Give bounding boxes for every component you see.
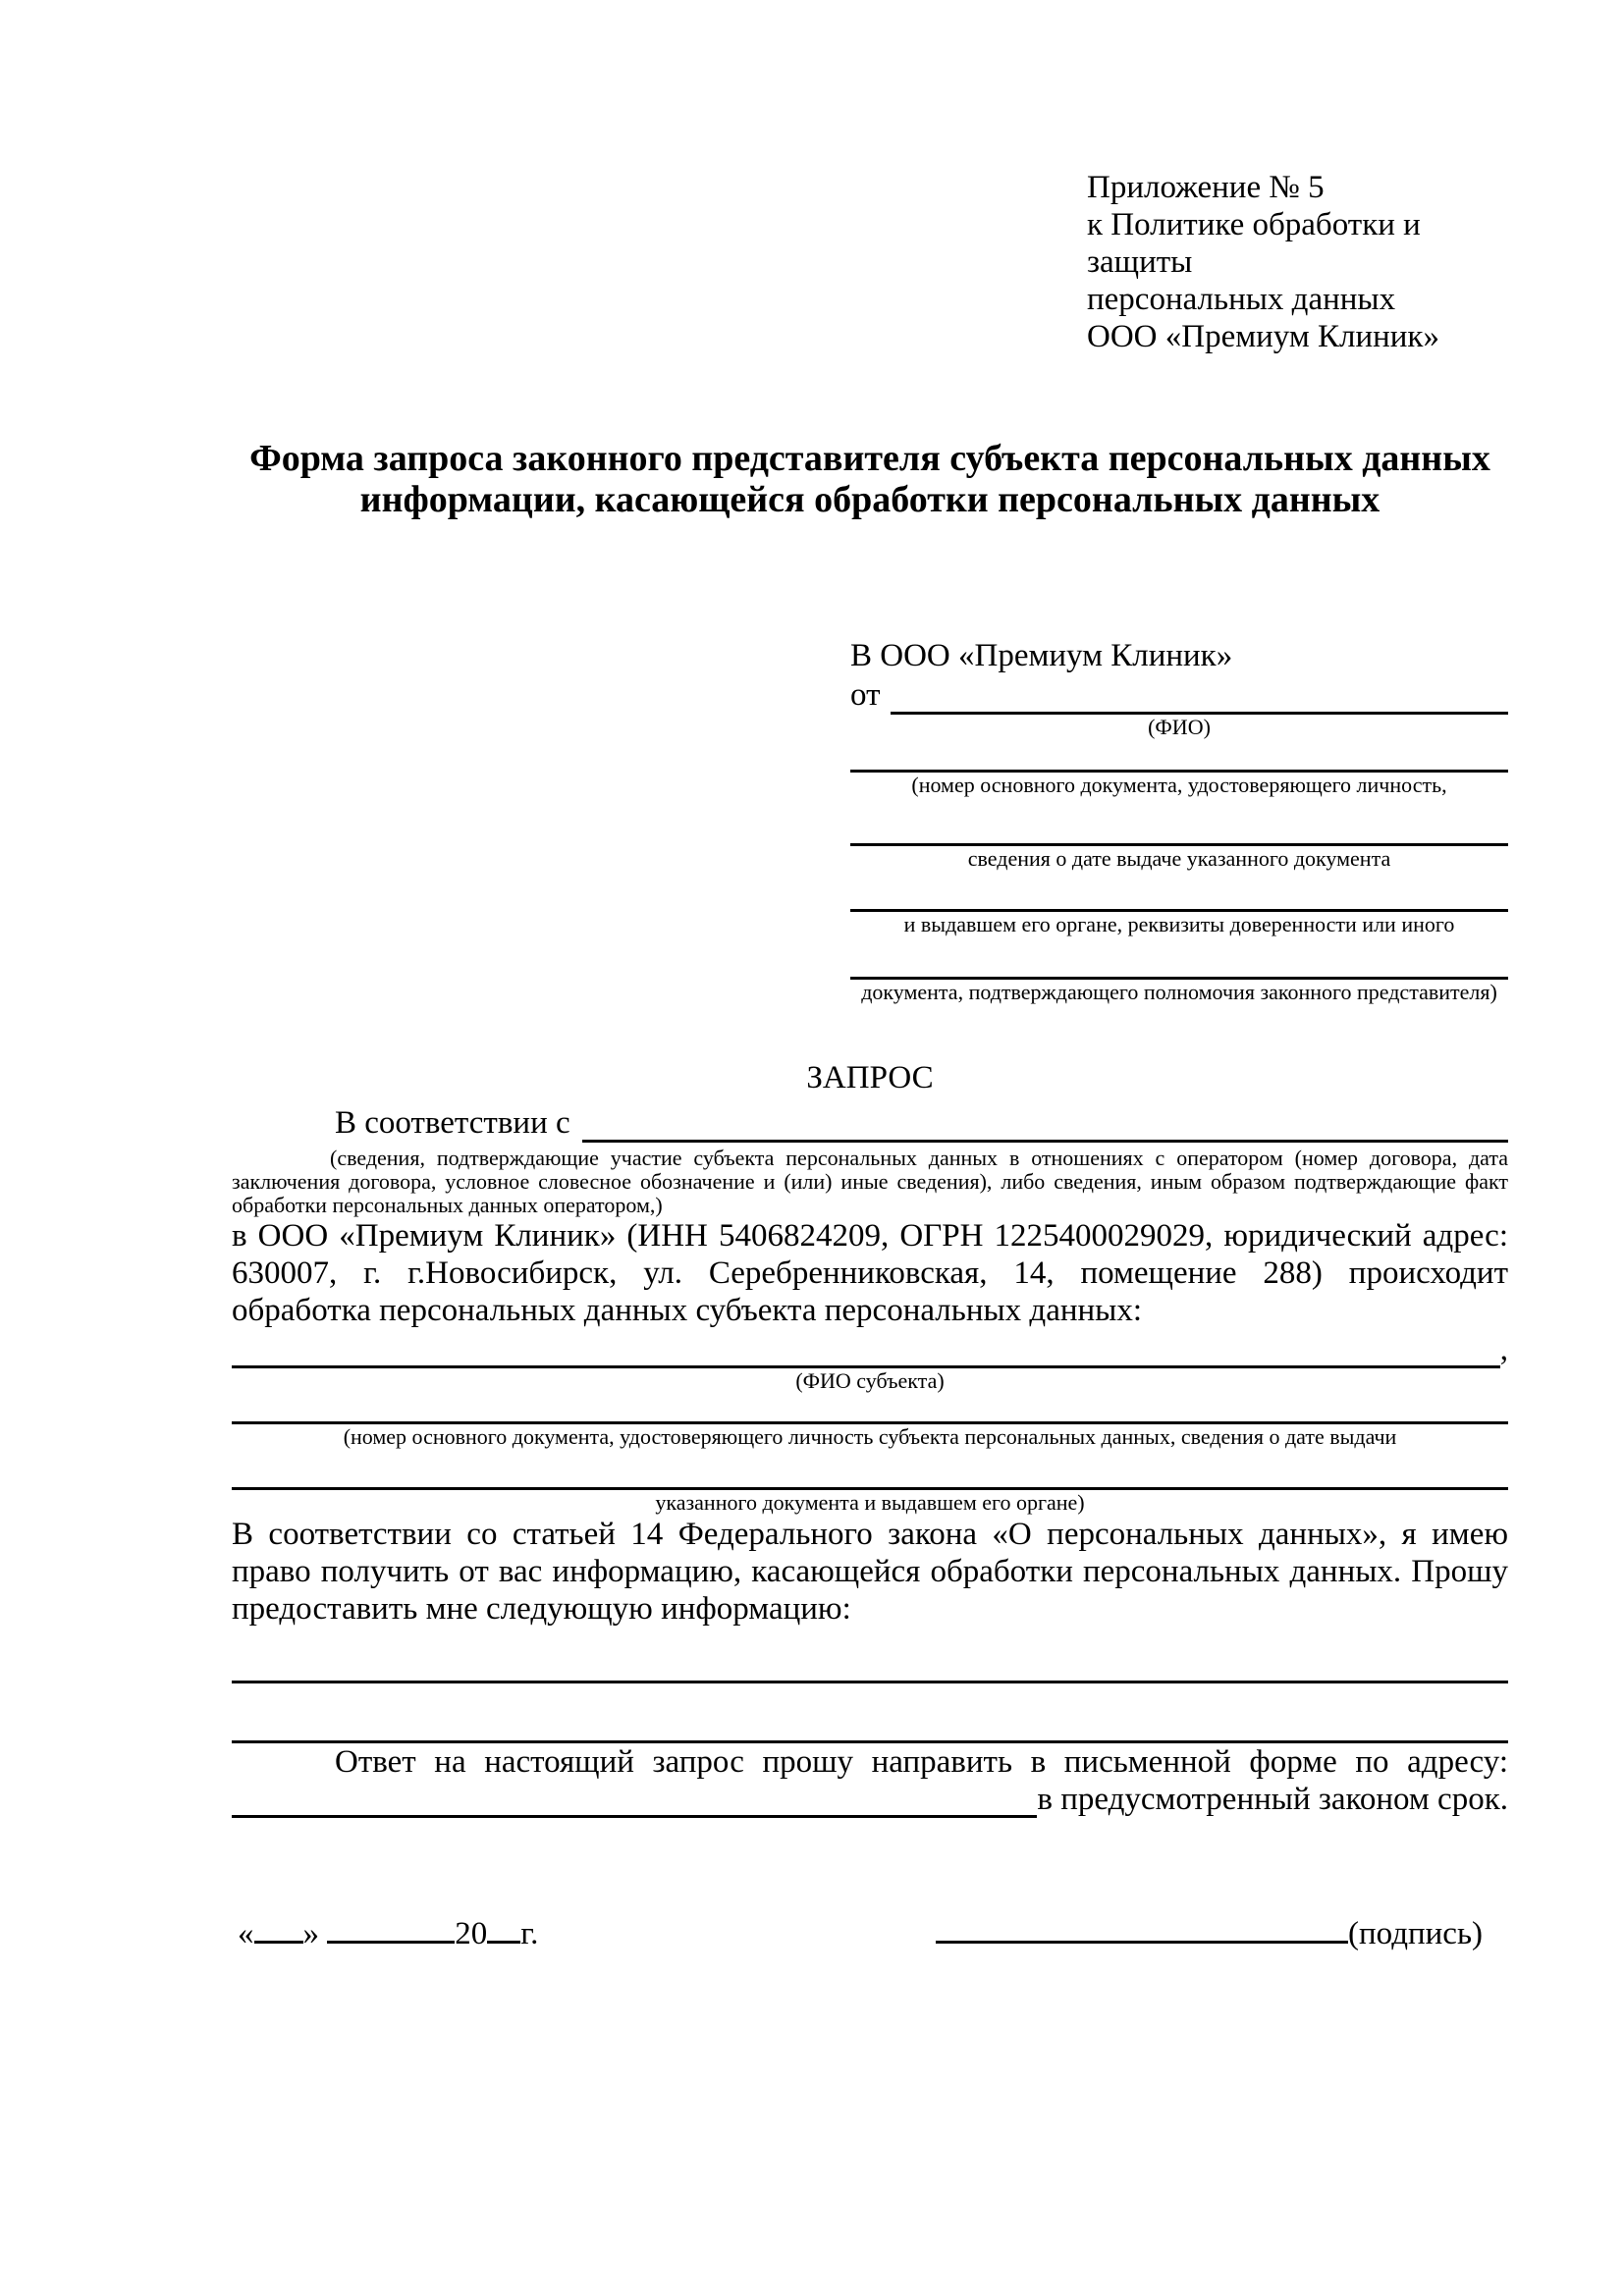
subject-fio-row — [232, 1329, 1508, 1368]
addressee-block — [850, 636, 1508, 1005]
from-label: от — [850, 677, 881, 713]
year-blank-line — [487, 1941, 520, 1944]
id-caption-1: (номер основного документа, удостоверяющего личность, — [911, 773, 1447, 797]
year-prefix: 20 — [455, 1916, 488, 1951]
accordance-blank-line — [582, 1103, 1508, 1143]
id-blank-line-1 — [850, 740, 1508, 773]
appendix-line: ООО «Премиум Клиник» — [1087, 319, 1439, 354]
info-blank-line-1 — [232, 1628, 1508, 1683]
fio-caption: (ФИО) — [1148, 715, 1211, 739]
close-quote: » — [302, 1916, 319, 1951]
title-line-2: информации, касающейся обработки персональных данных — [359, 479, 1380, 520]
info-blank-line-2 — [232, 1683, 1508, 1743]
title-line-1: Форма запроса законного представителя субъекта персональных данных — [249, 438, 1490, 479]
id-blank-line-4 — [850, 937, 1508, 980]
accordance-label: В соответствии с — [335, 1105, 570, 1141]
reply-tail: в предусмотренный законом срок. — [1037, 1782, 1508, 1817]
subject-doc-caption-1: (номер основного документа, удостоверяющего личность субъекта персональных данных, сведения о дате выдачи — [343, 1424, 1397, 1449]
subject-fio-caption: (ФИО субъекта) — [795, 1368, 945, 1393]
accordance-row — [232, 1103, 1508, 1143]
id-caption-4: документа, подтверждающего полномочия законного представителя) — [861, 980, 1497, 1004]
law-paragraph: В соответствии со статьей 14 Федерального закона «О персональных данных», я имею право получить от вас информацию, касающейся обработки персональных данных. Прошу предоставить мне следующую информацию: — [232, 1517, 1508, 1627]
open-quote: « — [238, 1916, 254, 1951]
reply-address-blank-line — [232, 1815, 1037, 1818]
id-blank-line-2 — [850, 798, 1508, 846]
signature-blank-line — [936, 1941, 1348, 1944]
operator-paragraph: в ООО «Премиум Клиник» (ИНН 5406824209, ОГРН 1225400029029, юридический адрес: 630007, г. г.Новосибирск, ул. Серебренниковская, 14, помещение 288) происходит обработка персональных данных субъекта персональных данных: — [232, 1218, 1508, 1328]
id-caption-2: сведения о дате выдаче указанного документа — [967, 846, 1391, 871]
subject-doc-blank-line-2 — [232, 1450, 1508, 1490]
document-title — [232, 438, 1508, 520]
subject-doc-caption-2: указанного документа и выдавшем его органе) — [655, 1490, 1085, 1515]
id-caption-3: и выдавшем его органе, реквизиты доверенности или иного — [903, 912, 1455, 936]
date-line — [238, 1912, 538, 1955]
year-suffix: г. — [520, 1916, 539, 1951]
month-blank-line — [327, 1941, 455, 1944]
subject-doc-blank-line-1 — [232, 1394, 1508, 1424]
id-blank-line-3 — [850, 872, 1508, 912]
appendix-line: Приложение № 5 — [1087, 170, 1325, 205]
appendix-block — [1087, 169, 1508, 355]
day-blank-line — [254, 1941, 303, 1944]
signature-group — [936, 1912, 1483, 1955]
appendix-line: к Политике обработки и защиты — [1087, 207, 1421, 280]
addressee-to: В ООО «Премиум Клиник» — [850, 638, 1233, 673]
footer-row — [232, 1912, 1508, 1955]
comma: , — [1499, 1332, 1508, 1367]
appendix-line: персональных данных — [1087, 282, 1396, 317]
from-row — [850, 675, 1508, 715]
reply-address-row — [232, 1781, 1508, 1818]
signature-caption: (подпись) — [1348, 1916, 1483, 1951]
from-blank-line — [891, 675, 1509, 715]
accordance-caption: (сведения, подтверждающие участие субъекта персональных данных в отношениях с оператором (номер договора, дата заключения договора, условное словесное обозначение и (или) иные сведения), либо сведения, иным образом подтверждающие факт обработки персональных данных оператором,) — [232, 1146, 1508, 1217]
page-content — [232, 0, 1508, 1955]
request-heading: ЗАПРОС — [806, 1060, 934, 1095]
reply-paragraph: Ответ на настоящий запрос прошу направить в письменной форме по адресу: — [335, 1744, 1508, 1780]
